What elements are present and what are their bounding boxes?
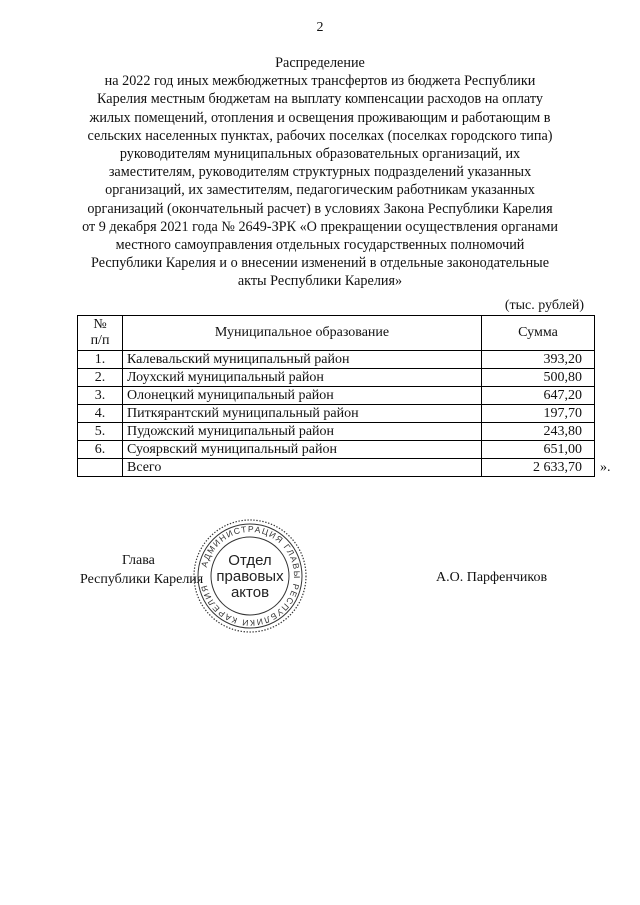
row-number: 1. <box>78 351 123 369</box>
title-line: сельских населенных пунктах, рабочих поселках (поселках городского типа) <box>87 127 553 144</box>
title-line: Республики Карелия и о внесении изменений в отдельные законодательные <box>91 255 549 272</box>
units-label: (тыс. рублей) <box>504 298 584 313</box>
stamp-ring-text: АДМИНИСТРАЦИЯ ГЛАВЫ РЕСПУБЛИКИ КАРЕЛИЯ <box>198 523 303 629</box>
closing-quote-mark: ». <box>600 460 611 475</box>
row-number: 4. <box>78 405 123 423</box>
table-row <box>78 387 595 405</box>
official-stamp <box>192 518 308 634</box>
stamp-line: правовых <box>216 568 284 585</box>
title-line: организаций (окончательный расчет) в условиях Закона Республики Карелия <box>87 200 553 217</box>
row-municipality: Лоухский муниципальный район <box>123 369 482 387</box>
header-municipality: Муниципальное образование <box>123 316 482 351</box>
table-row <box>78 441 595 459</box>
table-header-row <box>78 316 595 351</box>
allocation-table <box>77 315 595 477</box>
table-row <box>78 351 595 369</box>
table-row <box>78 405 595 423</box>
page-number: 2 <box>316 20 324 35</box>
row-municipality: Питкярантский муниципальный район <box>123 405 482 423</box>
row-number: 6. <box>78 441 123 459</box>
header-number-abbr: п/п <box>90 333 110 348</box>
stamp-line: актов <box>230 584 270 601</box>
header-number-symbol: № <box>93 317 107 332</box>
title-line: заместителям, руководителям структурных подразделений указанных <box>108 164 532 181</box>
row-number: 5. <box>78 423 123 441</box>
row-sum: 243,80 <box>482 423 595 441</box>
stamp-line: Отдел <box>228 552 272 569</box>
table-row <box>78 369 595 387</box>
row-municipality: Олонецкий муниципальный район <box>123 387 482 405</box>
row-number: 2. <box>78 369 123 387</box>
row-municipality: Калевальский муниципальный район <box>123 351 482 369</box>
signatory-title-line1: Глава <box>122 553 155 568</box>
title-line: акты Республики Карелия» <box>237 273 403 290</box>
header-number <box>78 316 123 351</box>
title-line: Карелия местным бюджетам на выплату компенсации расходов на оплату <box>97 91 543 108</box>
title-line: местного самоуправления отдельных государственных полномочий <box>115 237 525 254</box>
document-title <box>60 54 580 291</box>
row-municipality: Суоярвский муниципальный район <box>123 441 482 459</box>
table-total-row <box>78 459 595 477</box>
row-sum: 393,20 <box>482 351 595 369</box>
title-line: Распределение <box>275 55 365 71</box>
total-sum: 2 633,70 <box>482 459 595 477</box>
row-sum: 651,00 <box>482 441 595 459</box>
total-label: Всего <box>123 459 482 477</box>
title-line: организаций, их заместителям, педагогическим работникам указанных <box>105 182 535 199</box>
signatory-title <box>80 551 203 589</box>
total-number <box>78 459 123 477</box>
title-line: руководителям муниципальных образовательных организаций, их <box>119 146 521 163</box>
title-line: от 9 декабря 2021 года № 2649-ЗРК «О прекращении осуществления органами <box>82 218 558 235</box>
header-sum: Сумма <box>482 316 595 351</box>
row-sum: 500,80 <box>482 369 595 387</box>
title-line: жилых помещений, отопления и освещения проживающим и работающим в <box>89 109 551 126</box>
row-sum: 647,20 <box>482 387 595 405</box>
signatory-title-line2: Республики Карелия <box>80 572 204 587</box>
table-row <box>78 423 595 441</box>
signatory-name: А.О. Парфенчиков <box>436 570 548 585</box>
stamp-center-text <box>210 553 290 601</box>
row-number: 3. <box>78 387 123 405</box>
row-municipality: Пудожский муниципальный район <box>123 423 482 441</box>
title-line: на 2022 год иных межбюджетных трансфертов из бюджета Республики <box>104 73 536 90</box>
row-sum: 197,70 <box>482 405 595 423</box>
